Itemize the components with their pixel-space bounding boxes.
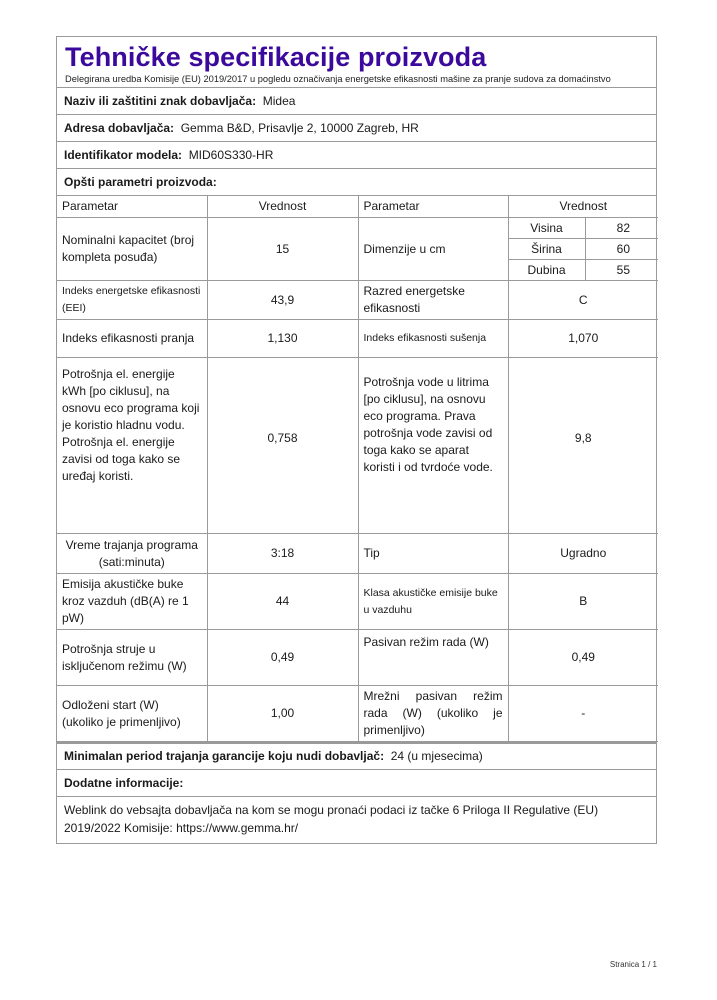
table-row: [57, 218, 658, 281]
param-cell: Potrošnja struje u isključenom režimu (W): [57, 630, 207, 686]
param-cell: Vreme trajanja programa (sati:minuta): [57, 534, 207, 574]
header-vrednost-1: Vrednost: [207, 196, 358, 218]
dimension-value: 55: [616, 263, 630, 277]
value-cell: 9,8: [508, 358, 658, 534]
dimension-label: Širina: [509, 239, 586, 260]
value-cell: 1,130: [207, 320, 358, 358]
param-cell: Klasa akustičke emisije buke u vazduhu: [358, 574, 508, 630]
param-cell: Tip: [358, 534, 508, 574]
table-header-row: [57, 196, 658, 218]
value-cell: -: [508, 686, 658, 742]
warranty-value: 24 (u mjesecima): [390, 749, 483, 763]
spec-table: [57, 196, 658, 742]
table-row: [57, 534, 658, 574]
value-cell: C: [508, 281, 658, 320]
dimension-row: [509, 260, 659, 281]
param-cell: Potrošnja el. energije kWh [po ciklusu], na osnovu eco programa koji je koristio hladnu vodu. Potrošnja el. energije zavisi od toga kako se uređaj koristi.: [57, 358, 207, 534]
additional-info-heading: Dodatne informacije:: [57, 770, 656, 797]
value-cell: 0,49: [508, 630, 658, 686]
value-cell: 0,758: [207, 358, 358, 534]
title-block: [57, 37, 656, 88]
param-cell: Indeks efikasnosti pranja: [57, 320, 207, 358]
param-cell: Indeks energetske efikasnosti (EEI): [57, 281, 207, 320]
value-cell: 44: [207, 574, 358, 630]
dimensions-table: [509, 218, 659, 280]
value-cell: 1,00: [207, 686, 358, 742]
supplier-address-value: Gemma B&D, Prisavlje 2, 10000 Zagreb, HR: [180, 121, 419, 135]
supplier-name-row: [57, 88, 656, 115]
supplier-address-row: [57, 115, 656, 142]
value-cell: 15: [207, 218, 358, 281]
supplier-name-label: Naziv ili zaštitini znak dobavljača:: [64, 94, 257, 108]
dimension-value: 82: [585, 218, 658, 239]
table-row: [57, 281, 658, 320]
dimensions-cell: [508, 218, 658, 281]
param-cell: Emisija akustičke buke kroz vazduh (dB(A) re 1 pW): [57, 574, 207, 630]
header-parametar-1: Parametar: [57, 196, 207, 218]
model-identifier-value: MID60S330-HR: [188, 148, 274, 162]
dimension-value: 60: [585, 239, 658, 260]
dimension-row: [509, 218, 659, 239]
supplier-address-label: Adresa dobavljača:: [64, 121, 175, 135]
table-row: [57, 574, 658, 630]
header-vrednost-2: Vrednost: [508, 196, 658, 218]
param-cell: Razred energetske efikasnosti: [358, 281, 508, 320]
param-cell: Pasivan režim rada (W): [358, 630, 508, 686]
table-row: [57, 358, 658, 534]
value-cell: 43,9: [207, 281, 358, 320]
header-parametar-2: Parametar: [358, 196, 508, 218]
general-params-heading: Opšti parametri proizvoda:: [64, 175, 217, 189]
general-params-heading-row: [57, 169, 656, 196]
warranty-row: [57, 742, 656, 770]
supplier-name-value: Midea: [262, 94, 296, 108]
param-cell: Mrežni pasivan režim rada (W) (ukoliko je primenljivo): [358, 686, 508, 742]
param-cell: Dimenzije u cm: [358, 218, 508, 281]
dimension-label: Visina: [509, 218, 586, 239]
additional-info-text: Weblink do vebsajta dobavljača na kom se mogu pronaći podaci iz tačke 6 Priloga II Regulative (EU) 2019/2022 Komisije: https://www.gemma.hr/: [64, 803, 599, 835]
spec-sheet: [56, 36, 657, 844]
value-cell: 3:18: [207, 534, 358, 574]
value-cell: B: [508, 574, 658, 630]
param-cell: Indeks efikasnosti sušenja: [358, 320, 508, 358]
value-cell: 0,49: [207, 630, 358, 686]
table-row: [57, 630, 658, 686]
table-row: [57, 686, 658, 742]
document-title: Tehničke specifikacije proizvoda: [65, 42, 487, 72]
param-cell: Nominalni kapacitet (broj kompleta posuđa): [57, 218, 207, 281]
page-number: Stranica 1 / 1: [609, 960, 657, 969]
value-cell: Ugradno: [508, 534, 658, 574]
warranty-label: Minimalan period trajanja garancije koju nudi dobavljač:: [64, 749, 385, 763]
param-cell: Potrošnja vode u litrima [po ciklusu], na osnovu eco programa. Prava potrošnja vode zavisi od toga kako se aparat koristi i od tvrdoće vode.: [358, 358, 508, 534]
table-row: [57, 320, 658, 358]
value-cell: 1,070: [508, 320, 658, 358]
document-subtitle: Delegirana uredba Komisije (EU) 2019/2017 u pogledu označivanja energetske efikasnosti mašine za pranje sudova za domaćinstvo: [65, 74, 611, 84]
model-identifier-row: [57, 142, 656, 169]
param-cell: Odloženi start (W) (ukoliko je primenljivo): [57, 686, 207, 742]
dimension-label: Dubina: [509, 260, 586, 281]
model-identifier-label: Identifikator modela:: [64, 148, 183, 162]
dimension-row: [509, 239, 659, 260]
